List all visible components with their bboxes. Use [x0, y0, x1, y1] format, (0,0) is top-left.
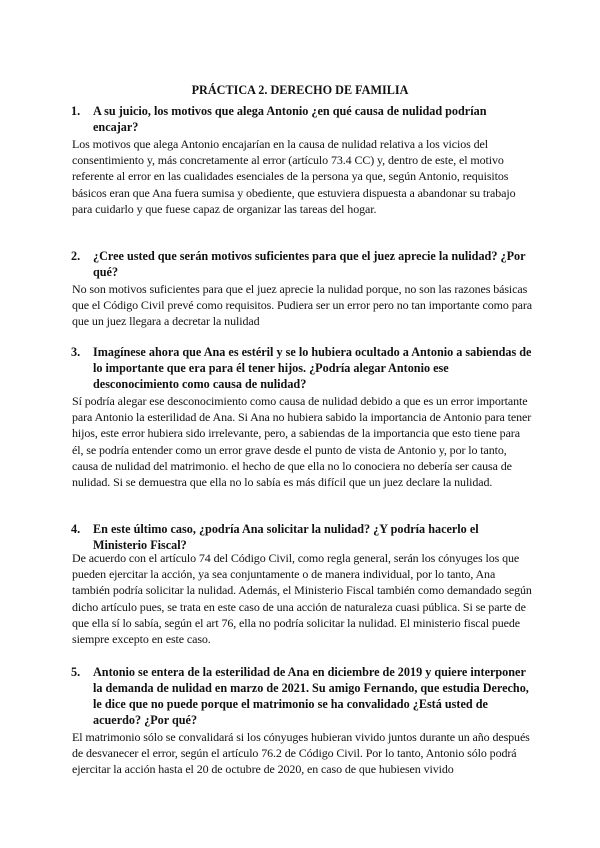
- question-5: [71, 664, 533, 728]
- question-text: En este último caso, ¿podría Ana solicitar la nulidad? ¿Y podría hacerlo el Ministerio Fiscal?: [93, 522, 479, 552]
- question-3: [71, 344, 533, 392]
- page-title: PRÁCTICA 2. DERECHO DE FAMILIA: [191, 83, 409, 97]
- answer-3: Sí podría alegar ese desconocimiento como causa de nulidad debido a que es un error importante para Antonio la esterilidad de Ana. Si Ana no hubiera sabido la importancia de Antonio para tener hijos, este error hubiera sido irrelevante, pero, a sabiendas de la importancia que esto tiene para él, se podría entender como un error grave desde el punto de vista de Antonio y, por lo tanto, causa de nulidad del matrimonio. el hecho de que ella no lo conociera no debería ser causa de nulidad. Si se demuestra que ella no lo sabía es más difícil que un juez declare la nulidad.: [72, 394, 532, 490]
- question-4: [71, 521, 533, 553]
- answer-5: El matrimonio sólo se convalidará si los cónyuges hubieran vivido juntos durante un año después de desvanecer el error, según el artículo 76.2 de Código Civil. Por lo tanto, Antonio sólo podrá ejercitar la acción hasta el 20 de octubre de 2020, en caso de que hubiesen vivido: [72, 730, 530, 777]
- question-text: A su juicio, los motivos que alega Antonio ¿en qué causa de nulidad podrían encajar?: [93, 104, 487, 134]
- question-number: 3.: [71, 345, 81, 359]
- question-2: [71, 248, 533, 280]
- question-text: Imagínese ahora que Ana es estéril y se lo hubiera ocultado a Antonio a sabiendas de lo importante que era para él tener hijos. ¿Podría alegar Antonio ese desconocimiento como causa de nulidad?: [93, 345, 532, 391]
- question-text: ¿Cree usted que serán motivos suficientes para que el juez aprecie la nulidad? ¿Por qué?: [93, 249, 526, 279]
- answer-1: Los motivos que alega Antonio encajarían en la causa de nulidad relativa a los vicios del consentimiento y, más concretamente al error (artículo 73.4 CC) y, dentro de este, el motivo referente al error en las cualidades esenciales de la persona ya que, según Antonio, requisitos básicos eran que Ana fuera sumisa y obediente, que estuviera dispuesta a abandonar su trabajo para cuidarlo y que fuese capaz de organizar las tareas del hogar.: [72, 137, 516, 216]
- question-number: 4.: [71, 522, 81, 536]
- question-number: 2.: [71, 249, 81, 263]
- answer-4: De acuerdo con el artículo 74 del Código Civil, como regla general, serán los cónyuges los que pueden ejercitar la acción, ya sea conjuntamente o de manera individual, por lo tanto, Ana también podría solicitar la nulidad. Además, el Ministerio Fiscal también como demandado según dicho artículo pues, se trata en este caso de una acción de naturaleza cuasi pública. Si se parte de que ella sí lo sabía, según el art 76, ella no podría solicitar la nulidad. El ministerio fiscal puede siempre excepto en este caso.: [72, 551, 532, 647]
- question-1: [71, 103, 533, 135]
- answer-2: No son motivos suficientes para que el juez aprecie la nulidad porque, no son las razones básicas que el Código Civil prevé como requisitos. Pudiera ser un error pero no tan importante como para que un juez llegara a decretar la nulidad: [72, 282, 532, 329]
- question-number: 1.: [71, 104, 81, 118]
- question-number: 5.: [71, 665, 81, 679]
- question-text: Antonio se entera de la esterilidad de Ana en diciembre de 2019 y quiere interponer la demanda de nulidad en marzo de 2021. Su amigo Fernando, que estudia Derecho, le dice que no puede porque el matrimonio se ha convalidado ¿Está usted de acuerdo? ¿Por qué?: [93, 665, 529, 727]
